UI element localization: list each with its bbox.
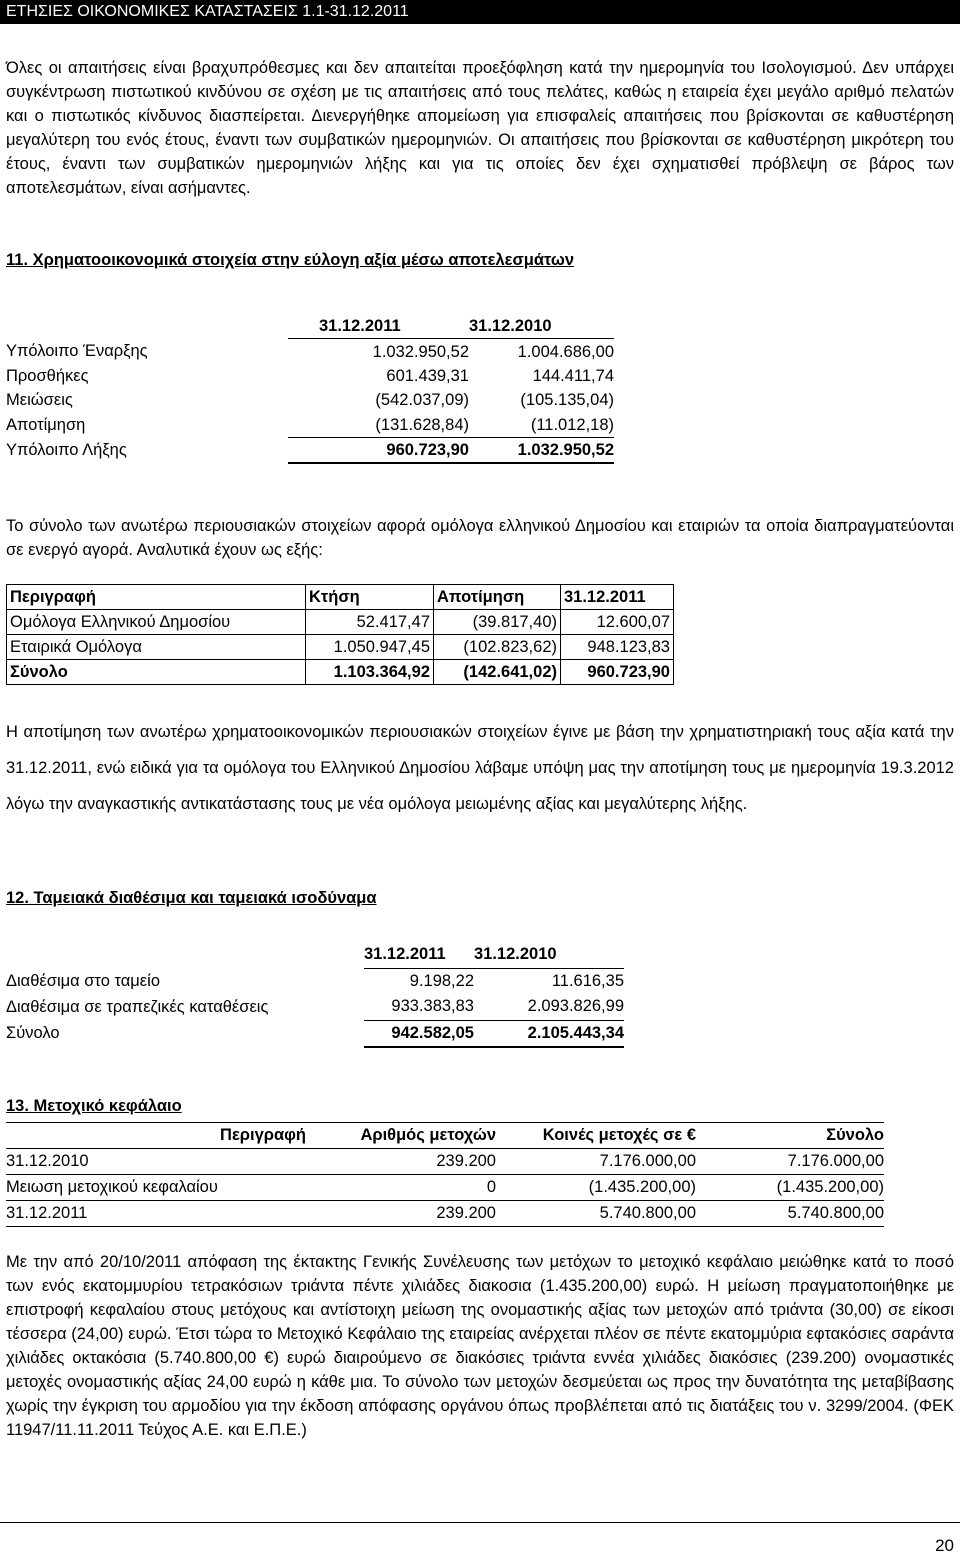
column-header: Κτήση (306, 585, 434, 610)
table-total-row (6, 437, 614, 463)
table-row (6, 994, 624, 1020)
cell-value: 5.740.800,00 (696, 1201, 884, 1227)
section-11-heading (6, 248, 574, 272)
column-header-label: Κοινές μετοχές σε (542, 1126, 683, 1144)
bonds-table (6, 584, 674, 685)
table-total-row (7, 660, 674, 685)
cell-value: 601.439,31 (386, 366, 469, 385)
section-11-title: Χρηματοοικονομικά στοιχεία στην εύλογη αξία μέσω αποτελεσμάτων (32, 251, 574, 269)
cell-value: (11.012,18) (469, 413, 614, 438)
row-label: Υπόλοιπο Έναρξης (6, 342, 148, 361)
column-header (496, 1123, 696, 1149)
table-row (6, 968, 624, 994)
cell-value: (39.817,40) (434, 610, 561, 635)
share-capital-table (6, 1122, 884, 1227)
table-header-row (7, 585, 674, 610)
cell-value: 11.616,35 (551, 971, 624, 990)
column-header: 31.12.2011 (561, 585, 674, 610)
document-title: ΕΤΗΣΙΕΣ ΟΙΚΟΝΟΜΙΚΕΣ ΚΑΤΑΣΤΑΣΕΙΣ 1.1-31.12.2011 (6, 3, 409, 20)
row-label: Μειωση μετοχικού κεφαλαίου (6, 1175, 306, 1201)
cell-value: 144.411,74 (532, 366, 614, 385)
column-header: Αριθμός μετοχών (306, 1123, 496, 1149)
row-label: Σύνολο (6, 1024, 60, 1042)
fvtpl-movement-table (6, 314, 614, 464)
table-row (6, 339, 614, 364)
column-header: 31.12.2010 (474, 942, 624, 968)
row-label: Διαθέσιμα στο ταμείο (6, 971, 160, 990)
column-header: 31.12.2010 (469, 314, 614, 339)
column-header: Περιγραφή (7, 585, 306, 610)
cell-value: 960.723,90 (288, 437, 469, 463)
table-row (6, 1175, 884, 1201)
column-header: Σύνολο (696, 1123, 884, 1149)
cell-value: (105.135,04) (520, 391, 614, 410)
cell-value: (131.628,84) (288, 413, 469, 438)
cell-value: 5.740.800,00 (496, 1201, 696, 1227)
table-row (6, 364, 614, 388)
cell-value: 1.103.364,92 (306, 660, 434, 685)
cash-table (6, 942, 624, 1048)
table-header-row (6, 1123, 884, 1149)
section-13-number: 13. (6, 1097, 29, 1115)
section-12-heading (6, 886, 377, 910)
table-header-row (6, 314, 614, 339)
row-label: Ομόλογα Ελληνικού Δημοσίου (7, 610, 306, 635)
intro-paragraph: Όλες οι απαιτήσεις είναι βραχυπρόθεσμες και δεν απαιτείται προεξόφληση κατά την ημερομηνία του Ισολογισμού. Δεν υπάρχει συγκέντρωση πιστωτικού κινδύνου σε σχέση με τις απαιτήσεις από τους πελάτες, καθώς η εταιρεία έχει μεγάλο αριθμό πελατών και ο πιστωτικός κίνδυνος διασπείρεται. Διενεργήθηκε απομείωση για επισφαλείς απαιτήσεις που βρίσκονται σε καθυστέρηση μεγαλύτερη του ενός έτους, έναντι των συμβατικών ημερομηνιών. Οι απαιτήσεις που βρίσκονται σε καθυστέρηση μικρότερη του έτους, έναντι των συμβατικών ημερομηνιών λήξης και για τις οποίες δεν έχει σχηματισθεί πρόβλεψη σε βάρος των αποτελεσμάτων, είναι ασήμαντες. (6, 59, 954, 197)
table-row (6, 1149, 884, 1175)
row-label: Εταιρικά Ομόλογα (7, 635, 306, 660)
cell-value: 52.417,47 (306, 610, 434, 635)
cell-value: 1.032.950,52 (469, 437, 614, 463)
page-number: 20 (935, 1536, 954, 1555)
valuation-paragraph: Η αποτίμηση των ανωτέρω χρηματοοικονομικών περιουσιακών στοιχείων έγινε με βάση την χρηματιστηριακή τους αξία κατά την 31.12.2011, ενώ ειδικά για τα ομόλογα του Ελληνικού Δημοσίου λάβαμε υπόψη μας την αποτίμηση τους με ημερομηνία 19.3.2012 λόγω την αναγκαστικής αντικατάστασης τους με νέα ομόλογα μειωμένης αξίας και μεγαλύτερης λήξης. (6, 723, 954, 813)
column-header: Αποτίμηση (434, 585, 561, 610)
euro-icon: € (686, 1126, 696, 1144)
cell-value: (102.823,62) (434, 635, 561, 660)
cell-value: 239.200 (306, 1201, 496, 1227)
cell-value: 1.050.947,45 (306, 635, 434, 660)
table-row (7, 635, 674, 660)
cell-value: 7.176.000,00 (496, 1149, 696, 1175)
section-13-heading (6, 1094, 182, 1118)
cell-value: (1.435.200,00) (496, 1175, 696, 1201)
table-header-row (6, 942, 624, 968)
section-11-number: 11. (6, 251, 29, 269)
section-12-number: 12. (6, 889, 29, 907)
row-label: Διαθέσιμα σε τραπεζικές καταθέσεις (6, 997, 269, 1016)
column-header: 31.12.2011 (364, 942, 474, 968)
share-capital-paragraph: Με την από 20/10/2011 απόφαση της έκτακτης Γενικής Συνέλευσης των μετόχων το μετοχικό κεφάλαιο μειώθηκε κατά το ποσό των ενός εκατομμυρίου τετρακόσιων τριάντα πέντε χιλιάδες διακοσια (1.435.200,00) ευρώ. Η μείωση πραγματοποιήθηκε με επιστροφή κεφαλαίου στους μετόχους και αντίστοιχη μείωση της ονομαστικής αξίας των μετοχών από τριάντα (30,00) σε είκοσι τέσσερα (24,00) ευρώ. Έτσι τώρα το Μετοχικό Κεφάλαιο της εταιρείας ανέρχεται πλέον σε πέντε εκατομμύρια εφτακόσιες σαράντα χιλιάδες οκτακόσια (5.740.800,00 €) ευρώ διαιρούμενο σε διακόσιες τριάντα εννέα χιλιάδες διακόσιες (239.200) ονομαστικές μετοχές ονομαστικής αξίας 24,00 ευρώ η κάθε μια. Το σύνολο των μετοχών δεσμεύεται ως προς την δυνατότητα της μεταβίβασης χωρίς την έγκριση του αρμοδίου για την έκδοση απόφασης οργάνου όπως προβλέπεται από τις διατάξεις του ν. 3299/2004. (ΦΕΚ 11947/11.11.2011 Τεύχος Α.Ε. και Ε.Π.Ε.) (6, 1253, 954, 1439)
cell-value: 1.004.686,00 (517, 342, 614, 361)
table-row (7, 610, 674, 635)
table-row (6, 388, 614, 412)
cell-value: 7.176.000,00 (696, 1149, 884, 1175)
cell-value: (142.641,02) (434, 660, 561, 685)
cell-value: (1.435.200,00) (696, 1175, 884, 1201)
row-label: Μειώσεις (6, 391, 73, 410)
section-13-title: Μετοχικό κεφάλαιο (33, 1097, 182, 1115)
row-label: 31.12.2011 (6, 1201, 306, 1227)
table-row (6, 413, 614, 438)
row-label: Σύνολο (7, 660, 306, 685)
section-12-title: Ταμειακά διαθέσιμα και ταμειακά ισοδύναμα (33, 889, 377, 907)
cell-value: 239.200 (306, 1149, 496, 1175)
row-label: Υπόλοιπο Λήξης (6, 441, 127, 460)
column-header: Περιγραφή (6, 1123, 306, 1149)
cell-value: 960.723,90 (561, 660, 674, 685)
table-total-row (6, 1020, 624, 1047)
cell-value: (542.037,09) (375, 391, 469, 410)
cell-value: 2.105.443,34 (474, 1020, 624, 1047)
row-label: Προσθήκες (6, 366, 89, 385)
column-header: 31.12.2011 (288, 314, 469, 339)
cell-value: 0 (306, 1175, 496, 1201)
cell-value: 942.582,05 (364, 1020, 474, 1047)
table-row (6, 1201, 884, 1227)
cell-value: 9.198,22 (409, 971, 474, 990)
footer-divider (0, 1522, 960, 1523)
bonds-intro-paragraph: Το σύνολο των ανωτέρω περιουσιακών στοιχείων αφορά ομόλογα ελληνικού Δημοσίου και εταιριών τα οποία διαπραγματεύονται σε ενεργό αγορά. Αναλυτικά έχουν ως εξής: (6, 517, 954, 559)
row-label: Αποτίμηση (6, 416, 86, 434)
row-label: 31.12.2010 (6, 1149, 306, 1175)
cell-value: 1.032.950,52 (372, 342, 469, 361)
cell-value: 2.093.826,99 (474, 994, 624, 1020)
cell-value: 12.600,07 (561, 610, 674, 635)
document-header (0, 0, 960, 24)
cell-value: 948.123,83 (561, 635, 674, 660)
cell-value: 933.383,83 (364, 994, 474, 1020)
